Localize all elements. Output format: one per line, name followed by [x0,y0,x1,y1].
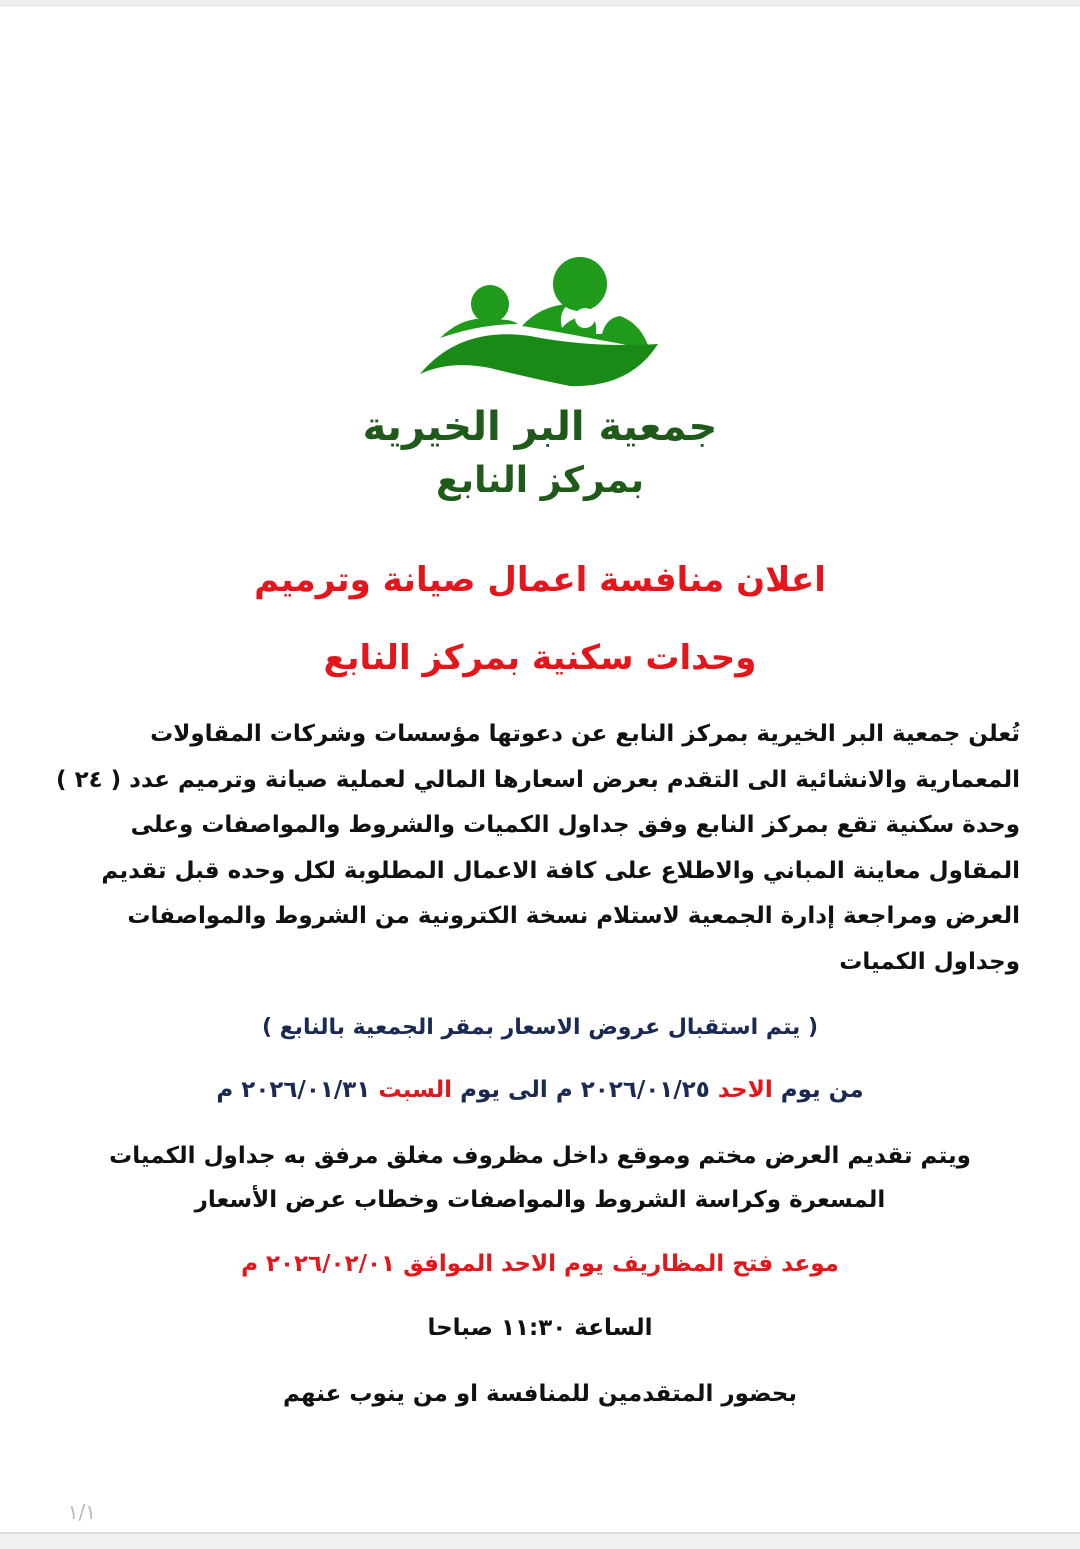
envelope-opening-time: الساعة ١١:٣٠ صباحا [427,1315,653,1341]
body-line: المقاول معاينة المباني والاطلاع على كافة الاعمال المطلوبة لكل وحده قبل تقديم [101,857,1020,884]
org-name-line1: جمعية البر الخيرية [362,404,718,450]
document-page [0,6,1080,1532]
from-day: الاحد [717,1077,773,1103]
to-prefix: الى يوم [460,1077,548,1103]
submission-period [100,1068,980,1112]
reception-note: ( يتم استقبال عروض الاسعار بمقر الجمعية بالنابع ) [261,1015,819,1040]
body-line: تُعلن جمعية البر الخيرية بمركز النابع عن دعوتها مؤسسات وشركات المقاولات [150,721,1020,747]
submission-instructions [90,1134,990,1222]
to-day: السبت [378,1077,453,1103]
body-line: وحدة سكنية تقع بمركز النابع وفق جداول الكميات والشروط والمواصفات وعلى [130,812,1020,838]
from-date: ٢٠٢٦/٠١/٢٥ م [555,1077,710,1103]
from-prefix: من يوم [780,1077,864,1103]
announcement-title-line1: اعلان منافسة اعمال صيانة وترميم [254,560,826,600]
page-indicator: ١/١ [67,1500,96,1524]
submission-line: المسعرة وكراسة الشروط والمواصفات وخطاب عرض الأسعار [194,1187,886,1213]
envelope-opening-date: موعد فتح المظاريف يوم الاحد الموافق ٢٠٢٦/٠٢/٠١ م [241,1251,839,1277]
to-date: ٢٠٢٦/٠١/٣١ م [216,1077,371,1103]
submission-line: ويتم تقديم العرض مختم وموقع داخل مظروف مغلق مرفق به جداول الكميات [109,1143,971,1169]
body-line: وجداول الكميات [839,948,1020,975]
attendance-note: بحضور المتقدمين للمنافسة او من ينوب عنهم [283,1381,797,1407]
announcement-title-line2: وحدات سكنية بمركز النابع [323,638,757,678]
announcement-body [56,712,1020,985]
body-line: العرض ومراجعة إدارة الجمعية لاستلام نسخة الكترونية من الشروط والمواصفات [127,903,1020,929]
viewer-bottom-bar [0,1532,1080,1549]
org-name-line2: بمركز النابع [435,460,645,501]
body-line: المعمارية والانشائية الى التقدم بعرض اسعارها المالي لعملية صيانة وترميم عدد ( ٢٤ ) [56,766,1020,793]
charity-logo-icon [420,256,660,396]
